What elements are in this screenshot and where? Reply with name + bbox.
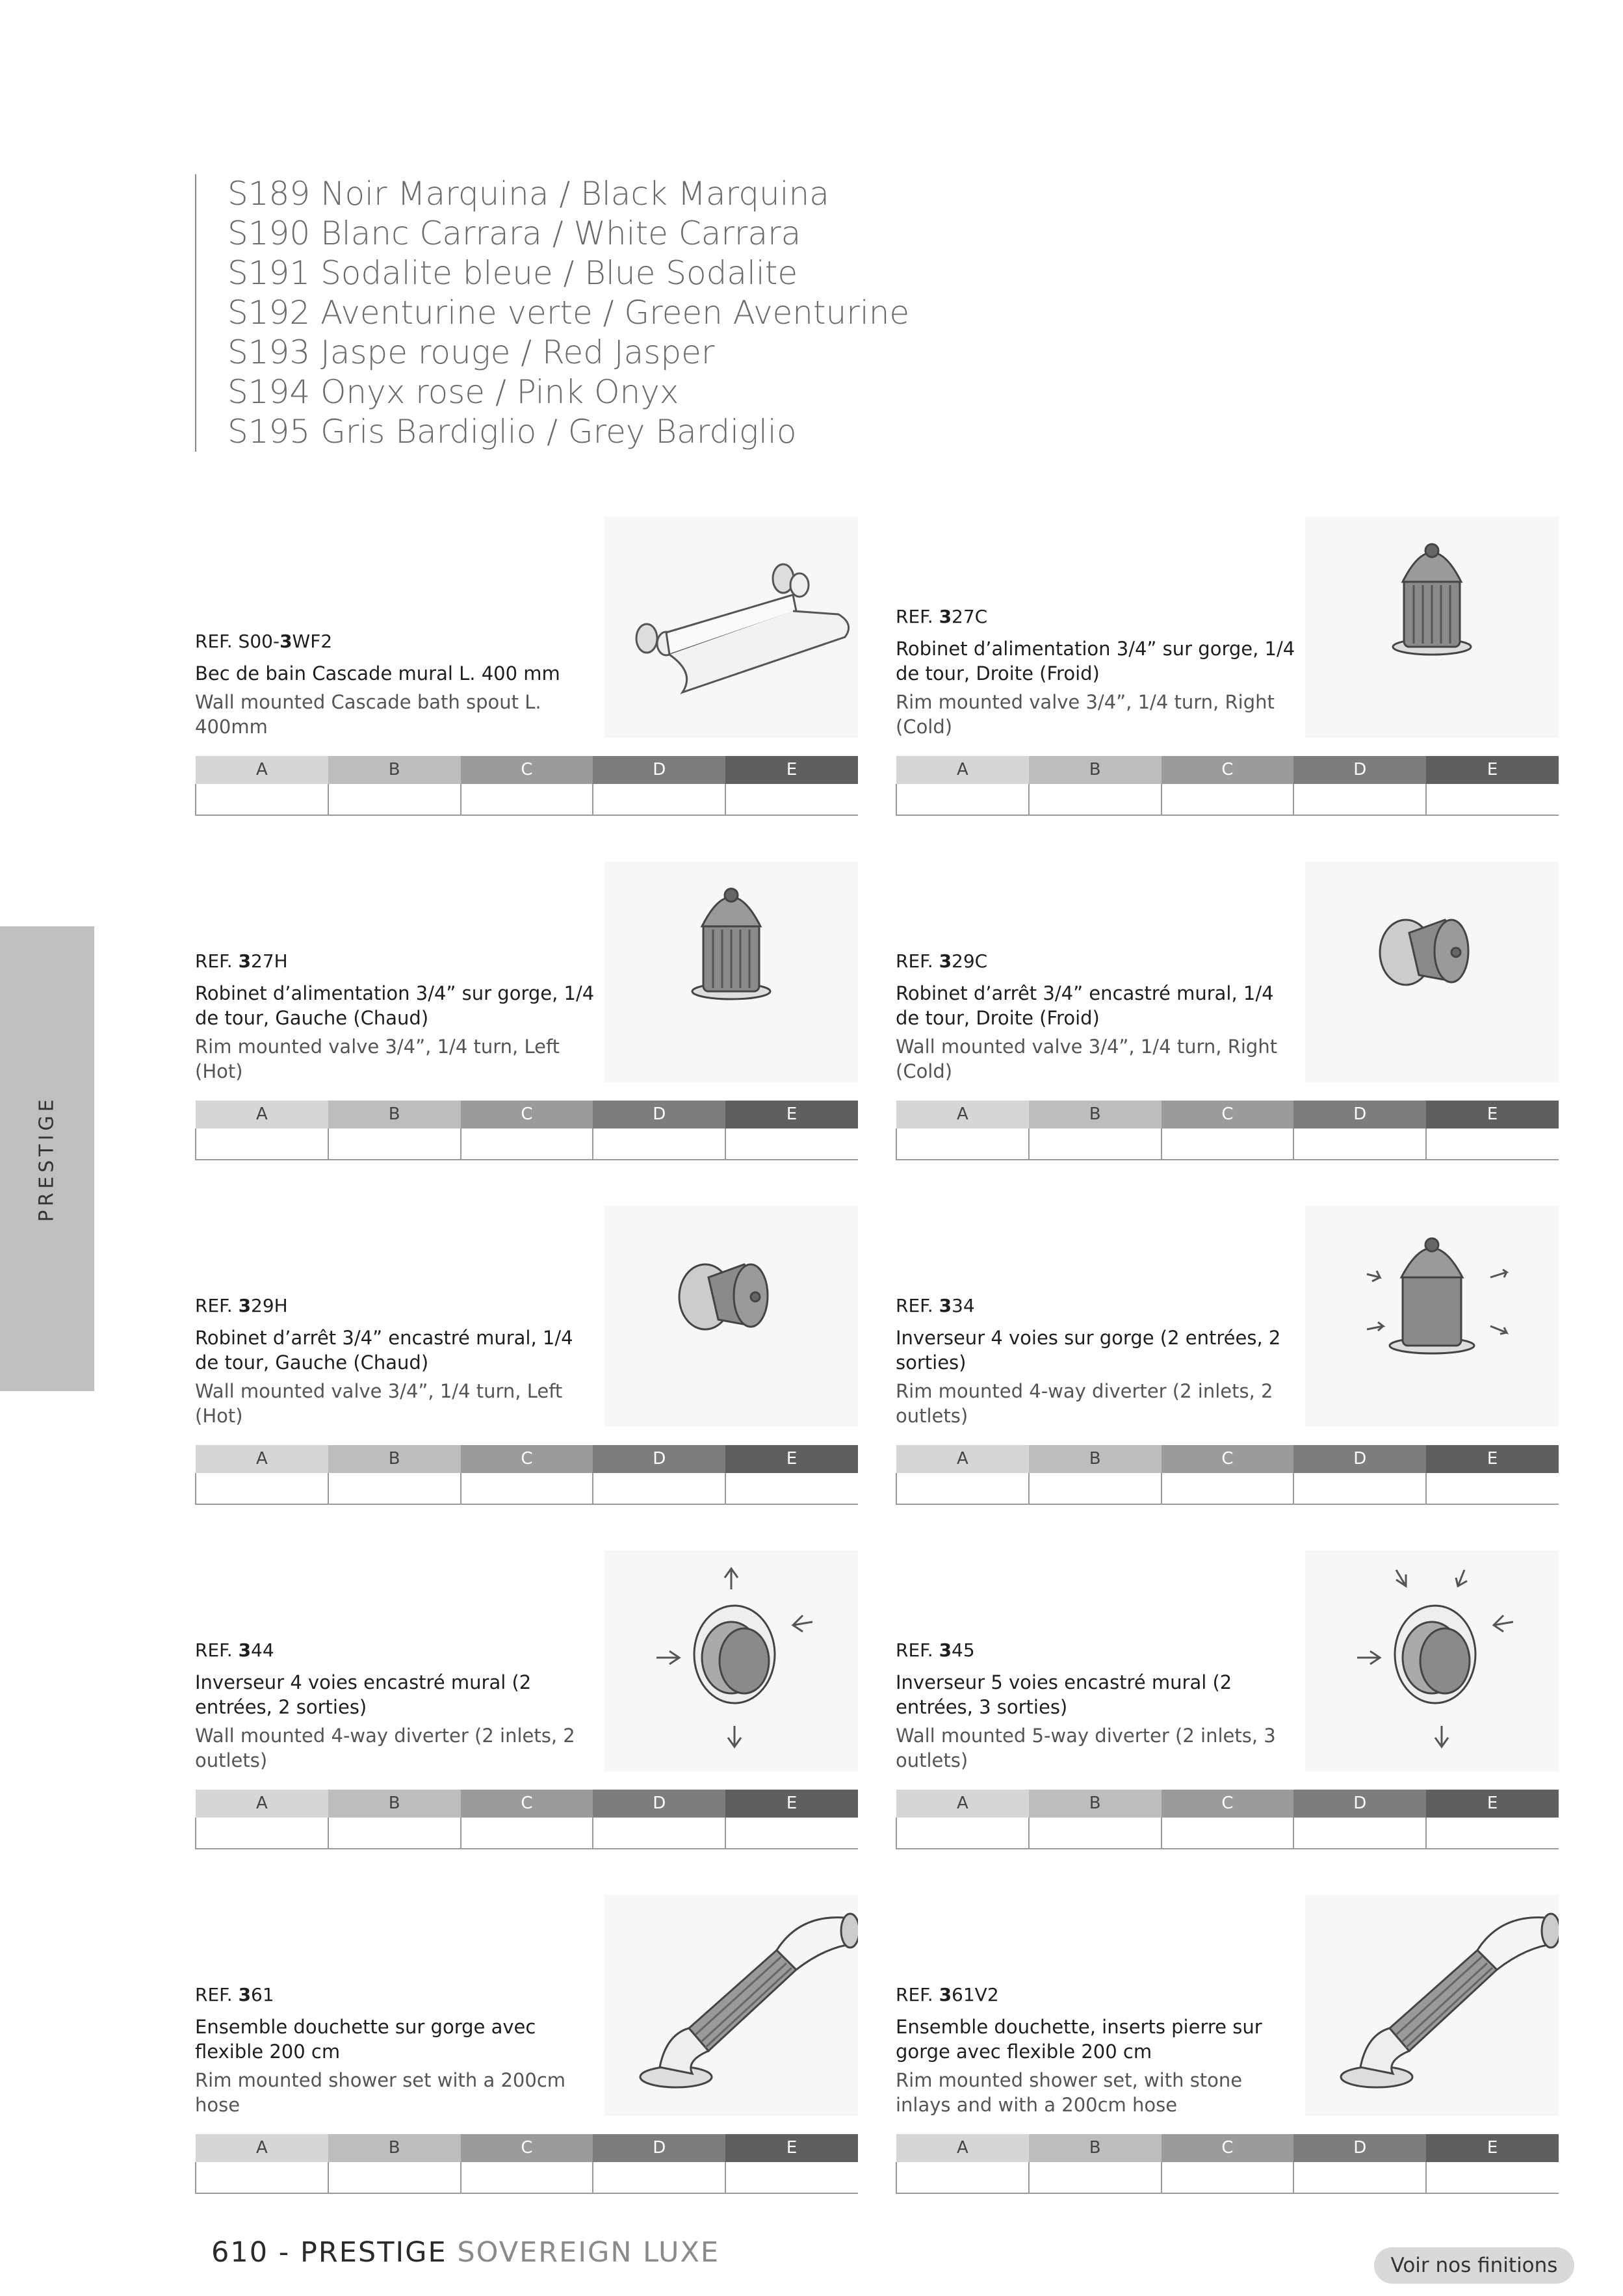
product-block (896, 1550, 1559, 1849)
product-block (195, 861, 858, 1160)
product-description-fr: Robinet d’alimentation 3/4” sur gorge, 1/4 de tour, Gauche (Chaud) (195, 982, 595, 1029)
product-description-fr: Inverseur 5 voies encastré mural (2 entrées, 3 sorties) (896, 1671, 1232, 1718)
finish-item: S193 Jaspe rouge / Red Jasper (227, 333, 715, 371)
product-description-fr: Robinet d’alimentation 3/4” sur gorge, 1/4 de tour, Droite (Froid) (896, 638, 1295, 685)
product-text (195, 631, 598, 739)
product-photo (1305, 861, 1559, 1082)
product-ref (896, 1295, 1299, 1316)
grade-header-e: E (725, 1101, 858, 1128)
product-description-en: Rim mounted shower set, with stone inlays and with a 200cm hose (896, 2069, 1243, 2116)
grade-cell-d (1293, 1818, 1426, 1849)
finish-item: S194 Onyx rose / Pink Onyx (227, 373, 679, 411)
footer-brand: PRESTIGE (300, 2236, 447, 2269)
grade-header-e: E (1426, 2134, 1559, 2162)
section-side-tab (0, 926, 94, 1391)
product-ref (896, 950, 1299, 972)
ref-prefix: REF. (896, 950, 939, 972)
grade-cell-b (328, 1473, 461, 1504)
grade-header-a: A (196, 2134, 328, 2162)
grade-header-d: D (1293, 1101, 1426, 1128)
grade-header-c: C (461, 1445, 593, 1473)
grade-header-c: C (461, 1101, 593, 1128)
grade-header-e: E (725, 756, 858, 784)
product-photo (604, 1895, 858, 2116)
grade-header-d: D (1293, 756, 1426, 784)
grade-cell-a (196, 1128, 328, 1160)
grade-header-e: E (1426, 1790, 1559, 1818)
product-photo (604, 861, 858, 1082)
grade-header-d: D (593, 1445, 725, 1473)
ref-prefix: REF. S00- (195, 631, 280, 652)
see-finishes-button[interactable]: Voir nos finitions (1374, 2247, 1574, 2284)
grade-cell-a (896, 784, 1029, 815)
grade-header-d: D (1293, 2134, 1426, 2162)
grade-cell-d (593, 2162, 725, 2193)
ref-suffix: 27C (952, 606, 988, 627)
footer-separator: - (268, 2236, 300, 2269)
grade-cell-a (896, 1818, 1029, 1849)
ref-suffix: 44 (251, 1639, 274, 1661)
product-block (896, 517, 1559, 816)
ref-bold: 3 (238, 1639, 252, 1661)
grade-cell-c (461, 784, 593, 815)
grade-cell-d (1293, 2162, 1426, 2193)
grade-cell-d (1293, 1473, 1426, 1504)
ref-suffix: WF2 (292, 631, 333, 652)
grade-cell-c (1162, 2162, 1294, 2193)
ref-bold: 3 (238, 1984, 252, 2005)
grade-cell-d (593, 1473, 725, 1504)
product-description-fr: Bec de bain Cascade mural L. 400 mm (195, 662, 560, 685)
grade-header-a: A (896, 1445, 1029, 1473)
grade-cell-a (196, 1818, 328, 1849)
grade-header-e: E (1426, 1445, 1559, 1473)
product-text (195, 1984, 598, 2117)
grade-cell-e (725, 2162, 858, 2193)
hand-shower-icon (1305, 1895, 1559, 2116)
ref-prefix: REF. (195, 950, 239, 972)
grade-cell-e (725, 1818, 858, 1849)
grade-cell-c (461, 1818, 593, 1849)
grade-header-d: D (593, 1790, 725, 1818)
ref-suffix: 61V2 (952, 1984, 999, 2005)
finish-item: S195 Gris Bardiglio / Grey Bardiglio (227, 413, 797, 450)
ref-prefix: REF. (896, 606, 939, 627)
ref-suffix: 61 (251, 1984, 274, 2005)
finish-grade-table (195, 1445, 858, 1505)
product-text (896, 950, 1299, 1084)
grade-cell-c (461, 1128, 593, 1160)
grade-cell-a (896, 1473, 1029, 1504)
finish-grade-table (896, 1101, 1559, 1160)
grade-header-d: D (1293, 1445, 1426, 1473)
product-description-en: Rim mounted shower set with a 200cm hose (195, 2069, 566, 2116)
hand-shower-icon (604, 1895, 858, 2116)
product-block (195, 1895, 858, 2194)
finish-grade-table (195, 1790, 858, 1849)
product-text (896, 1295, 1299, 1428)
product-description-en: Wall mounted valve 3/4”, 1/4 turn, Left (Hot) (195, 1380, 563, 1427)
grade-cell-b (328, 1818, 461, 1849)
ref-bold: 3 (238, 1295, 252, 1316)
product-ref (896, 1639, 1299, 1661)
ref-prefix: REF. (195, 1295, 239, 1316)
product-text (896, 1984, 1299, 2117)
grade-cell-b (1029, 1473, 1162, 1504)
grade-header-a: A (896, 1101, 1029, 1128)
page-number: 610 (211, 2236, 269, 2269)
rim-valve-icon (1305, 517, 1559, 738)
grade-header-d: D (593, 756, 725, 784)
product-block (195, 1206, 858, 1505)
grade-cell-b (1029, 784, 1162, 815)
grade-cell-a (196, 1473, 328, 1504)
grade-header-e: E (725, 2134, 858, 2162)
grade-header-e: E (1426, 756, 1559, 784)
wall-valve-icon (1305, 861, 1559, 1082)
grade-cell-c (461, 1473, 593, 1504)
grade-header-a: A (896, 2134, 1029, 2162)
grade-header-b: B (328, 1445, 461, 1473)
product-description-fr: Inverseur 4 voies encastré mural (2 entrées, 2 sorties) (195, 1671, 532, 1718)
grade-header-a: A (896, 756, 1029, 784)
product-photo (1305, 1206, 1559, 1427)
grade-cell-b (328, 784, 461, 815)
grade-header-b: B (1029, 1101, 1162, 1128)
finish-item: S190 Blanc Carrara / White Carrara (227, 215, 801, 252)
product-description-fr: Robinet d’arrêt 3/4” encastré mural, 1/4 de tour, Droite (Froid) (896, 982, 1274, 1029)
grade-header-a: A (196, 1790, 328, 1818)
ref-bold: 3 (939, 606, 952, 627)
product-text (195, 1295, 598, 1428)
grade-header-a: A (196, 1101, 328, 1128)
product-photo (604, 517, 858, 738)
grade-cell-e (725, 1473, 858, 1504)
grade-header-c: C (461, 2134, 593, 2162)
ref-suffix: 45 (952, 1639, 975, 1661)
grade-cell-b (328, 1128, 461, 1160)
ref-bold: 3 (939, 1639, 952, 1661)
product-photo (1305, 1895, 1559, 2116)
ref-suffix: 34 (952, 1295, 975, 1316)
product-description-en: Wall mounted Cascade bath spout L. 400mm (195, 691, 541, 738)
product-ref (896, 1984, 1299, 2005)
wall-diverter-4-icon (604, 1550, 858, 1771)
grade-header-b: B (1029, 756, 1162, 784)
grade-header-b: B (328, 2134, 461, 2162)
product-description-en: Wall mounted 4-way diverter (2 inlets, 2 outlets) (195, 1725, 575, 1771)
product-block (896, 1895, 1559, 2194)
finish-grade-table (896, 1790, 1559, 1849)
ref-bold: 3 (939, 1295, 952, 1316)
ref-bold: 3 (939, 950, 952, 972)
grade-cell-d (593, 1128, 725, 1160)
grade-header-e: E (725, 1790, 858, 1818)
rim-valve-icon (604, 861, 858, 1082)
grade-cell-a (196, 2162, 328, 2193)
grade-cell-a (196, 784, 328, 815)
product-ref (195, 631, 598, 652)
grade-cell-e (1426, 1818, 1559, 1849)
grade-cell-e (1426, 784, 1559, 815)
ref-bold: 3 (238, 950, 252, 972)
finish-grade-table (195, 756, 858, 816)
product-ref (896, 606, 1299, 627)
ref-bold: 3 (939, 1984, 952, 2005)
grade-cell-a (896, 1128, 1029, 1160)
product-description-en: Rim mounted valve 3/4”, 1/4 turn, Left (Hot) (195, 1036, 560, 1082)
product-text (195, 950, 598, 1084)
grade-header-a: A (196, 1445, 328, 1473)
product-description-fr: Inverseur 4 voies sur gorge (2 entrées, 2 sorties) (896, 1327, 1281, 1374)
product-ref (195, 1295, 598, 1316)
grade-cell-e (1426, 1128, 1559, 1160)
ref-suffix: 29C (952, 950, 988, 972)
grade-cell-c (1162, 1473, 1294, 1504)
finish-grade-table (195, 2134, 858, 2194)
grade-header-b: B (1029, 2134, 1162, 2162)
grade-cell-e (725, 784, 858, 815)
grade-cell-a (896, 2162, 1029, 2193)
grade-cell-b (328, 2162, 461, 2193)
product-description-en: Rim mounted 4-way diverter (2 inlets, 2 outlets) (896, 1380, 1273, 1427)
finish-grade-table (195, 1101, 858, 1160)
finish-grade-table (896, 756, 1559, 816)
grade-header-e: E (1426, 1101, 1559, 1128)
grade-header-c: C (461, 1790, 593, 1818)
product-description-fr: Robinet d’arrêt 3/4” encastré mural, 1/4 de tour, Gauche (Chaud) (195, 1327, 573, 1374)
grade-header-a: A (896, 1790, 1029, 1818)
product-block (195, 517, 858, 816)
finish-item: S189 Noir Marquina / Black Marquina (227, 175, 829, 213)
product-photo (604, 1206, 858, 1427)
grade-cell-d (593, 1818, 725, 1849)
grade-header-d: D (593, 2134, 725, 2162)
grade-cell-e (1426, 2162, 1559, 2193)
product-text (195, 1639, 598, 1773)
grade-header-c: C (1162, 2134, 1294, 2162)
ref-prefix: REF. (896, 1295, 939, 1316)
grade-header-c: C (1162, 756, 1294, 784)
wall-valve-icon (604, 1206, 858, 1427)
product-text (896, 606, 1299, 739)
grade-cell-d (593, 784, 725, 815)
grade-cell-c (1162, 784, 1294, 815)
grade-header-c: C (1162, 1101, 1294, 1128)
grade-header-e: E (725, 1445, 858, 1473)
ref-prefix: REF. (896, 1639, 939, 1661)
product-description-fr: Ensemble douchette, inserts pierre sur gorge avec flexible 200 cm (896, 2016, 1262, 2063)
product-description-en: Wall mounted 5-way diverter (2 inlets, 3 outlets) (896, 1725, 1276, 1771)
wall-diverter-5-icon (1305, 1550, 1559, 1771)
grade-header-c: C (1162, 1445, 1294, 1473)
grade-header-b: B (328, 756, 461, 784)
grade-header-b: B (328, 1101, 461, 1128)
grade-cell-b (1029, 1128, 1162, 1160)
product-ref (195, 1639, 598, 1661)
grade-header-a: A (196, 756, 328, 784)
product-photo (604, 1550, 858, 1771)
grade-header-b: B (328, 1790, 461, 1818)
grade-cell-c (461, 2162, 593, 2193)
grade-cell-b (1029, 2162, 1162, 2193)
bath-spout-icon (604, 517, 858, 738)
grade-cell-c (1162, 1128, 1294, 1160)
finish-grade-table (896, 1445, 1559, 1505)
product-ref (195, 1984, 598, 2005)
footer-collection: SOVEREIGN LUXE (447, 2236, 720, 2269)
grade-cell-b (1029, 1818, 1162, 1849)
ref-suffix: 29H (251, 1295, 288, 1316)
grade-cell-e (725, 1128, 858, 1160)
product-block (195, 1550, 858, 1849)
finish-grade-table (896, 2134, 1559, 2194)
grade-header-d: D (593, 1101, 725, 1128)
grade-header-d: D (1293, 1790, 1426, 1818)
product-photo (1305, 517, 1559, 738)
ref-bold: 3 (279, 631, 292, 652)
product-block (896, 1206, 1559, 1505)
stone-finishes-list (195, 174, 909, 452)
finish-item: S192 Aventurine verte / Green Aventurine (227, 294, 910, 332)
product-text (896, 1639, 1299, 1773)
grade-cell-c (1162, 1818, 1294, 1849)
grade-header-b: B (1029, 1445, 1162, 1473)
ref-prefix: REF. (195, 1639, 239, 1661)
finish-item: S191 Sodalite bleue / Blue Sodalite (227, 254, 798, 292)
rim-diverter-icon (1305, 1206, 1559, 1427)
side-tab-label: PRESTIGE (36, 1095, 58, 1222)
grade-header-b: B (1029, 1790, 1162, 1818)
product-block (896, 861, 1559, 1160)
grade-cell-e (1426, 1473, 1559, 1504)
grade-cell-d (1293, 784, 1426, 815)
product-description-en: Wall mounted valve 3/4”, 1/4 turn, Right (Cold) (896, 1036, 1278, 1082)
ref-prefix: REF. (896, 1984, 939, 2005)
product-photo (1305, 1550, 1559, 1771)
grade-header-c: C (461, 756, 593, 784)
product-description-fr: Ensemble douchette sur gorge avec flexible 200 cm (195, 2016, 536, 2063)
grade-header-c: C (1162, 1790, 1294, 1818)
product-description-en: Rim mounted valve 3/4”, 1/4 turn, Right (Cold) (896, 691, 1275, 738)
ref-prefix: REF. (195, 1984, 239, 2005)
product-ref (195, 950, 598, 972)
ref-suffix: 27H (251, 950, 288, 972)
page-footer (211, 2236, 720, 2269)
grade-cell-d (1293, 1128, 1426, 1160)
